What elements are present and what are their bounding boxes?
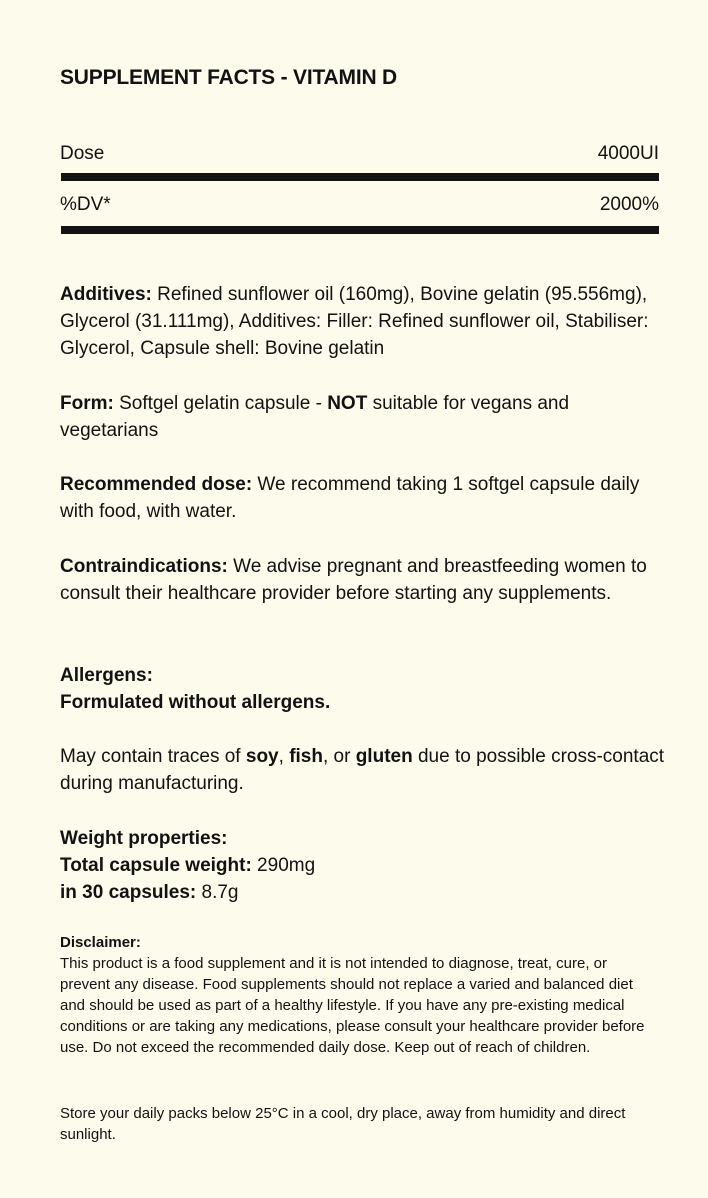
traces-section bbox=[60, 743, 665, 797]
allergen-soy: soy bbox=[245, 746, 279, 767]
additives-heading: Additives: bbox=[60, 284, 152, 305]
allergens-heading: Allergens: bbox=[60, 665, 153, 686]
form-heading: Form: bbox=[60, 393, 114, 414]
allergen-gluten: gluten bbox=[355, 746, 413, 767]
storage-text: Store your daily packs below 25°C in a cool, dry place, away from humidity and direct sunlight. bbox=[60, 1105, 626, 1143]
form-text-after: suitable for vegans and vegetarians bbox=[60, 393, 570, 441]
daily-value-row bbox=[60, 194, 659, 216]
traces-text: May contain traces of bbox=[60, 746, 246, 767]
disclaimer-heading: Disclaimer: bbox=[60, 934, 141, 951]
contraindications-section bbox=[60, 553, 665, 607]
form-emphasis: NOT bbox=[327, 393, 368, 414]
weight-section bbox=[60, 825, 665, 906]
disclaimer-text: This product is a food supplement and it is not intended to diagnose, treat, cure, or prevent any disease. Food supplements should not replace a varied and balanced diet and should be used as part of a healthy lifestyle. If you have any pre-existing medical conditions or are taking any medications, please consult your healthcare provider before use. Do not exceed the recommended daily dose. Keep out of reach of children. bbox=[60, 955, 645, 1056]
allergens-section bbox=[60, 662, 665, 716]
divider bbox=[61, 226, 659, 234]
contraindications-text: We advise pregnant and breastfeeding women to consult their healthcare provider before starting any supplements. bbox=[60, 556, 647, 604]
traces-separator: , bbox=[278, 746, 290, 767]
weight-heading: Weight properties: bbox=[60, 828, 228, 849]
thirty-capsules-label: in 30 capsules: bbox=[60, 882, 197, 903]
traces-text-end: due to possible cross-contact during manufacturing. bbox=[60, 746, 665, 794]
allergens-statement: Formulated without allergens. bbox=[60, 692, 331, 713]
traces-separator: , or bbox=[322, 746, 356, 767]
total-weight-value: 290mg bbox=[251, 855, 316, 876]
page-title: SUPPLEMENT FACTS - VITAMIN D bbox=[60, 66, 398, 89]
form-text: Softgel gelatin capsule - bbox=[113, 393, 328, 414]
disclaimer-section bbox=[60, 932, 660, 1058]
additives-text: Refined sunflower oil (160mg), Bovine gelatin (95.556mg), Glycerol (31.111mg), Additives: Filler: Refined sunflower oil, Stabiliser: Glycerol, Capsule shell: Bovine gelatin bbox=[60, 284, 649, 359]
daily-value-value: 2000% bbox=[599, 194, 659, 215]
form-section bbox=[60, 390, 665, 444]
recommended-dose-heading: Recommended dose: bbox=[60, 474, 253, 495]
dose-label: Dose bbox=[60, 143, 105, 164]
dose-value: 4000UI bbox=[597, 143, 659, 164]
contraindications-heading: Contraindications: bbox=[60, 556, 228, 577]
recommended-dose-section bbox=[60, 471, 665, 525]
thirty-capsules-value: 8.7g bbox=[196, 882, 239, 903]
dose-row bbox=[60, 143, 659, 165]
allergen-fish: fish bbox=[289, 746, 323, 767]
total-weight-label: Total capsule weight: bbox=[60, 855, 252, 876]
daily-value-label: %DV* bbox=[60, 194, 111, 215]
divider bbox=[61, 173, 659, 181]
recommended-dose-text: We recommend taking 1 softgel capsule daily with food, with water. bbox=[60, 474, 640, 522]
additives-section bbox=[60, 281, 665, 362]
